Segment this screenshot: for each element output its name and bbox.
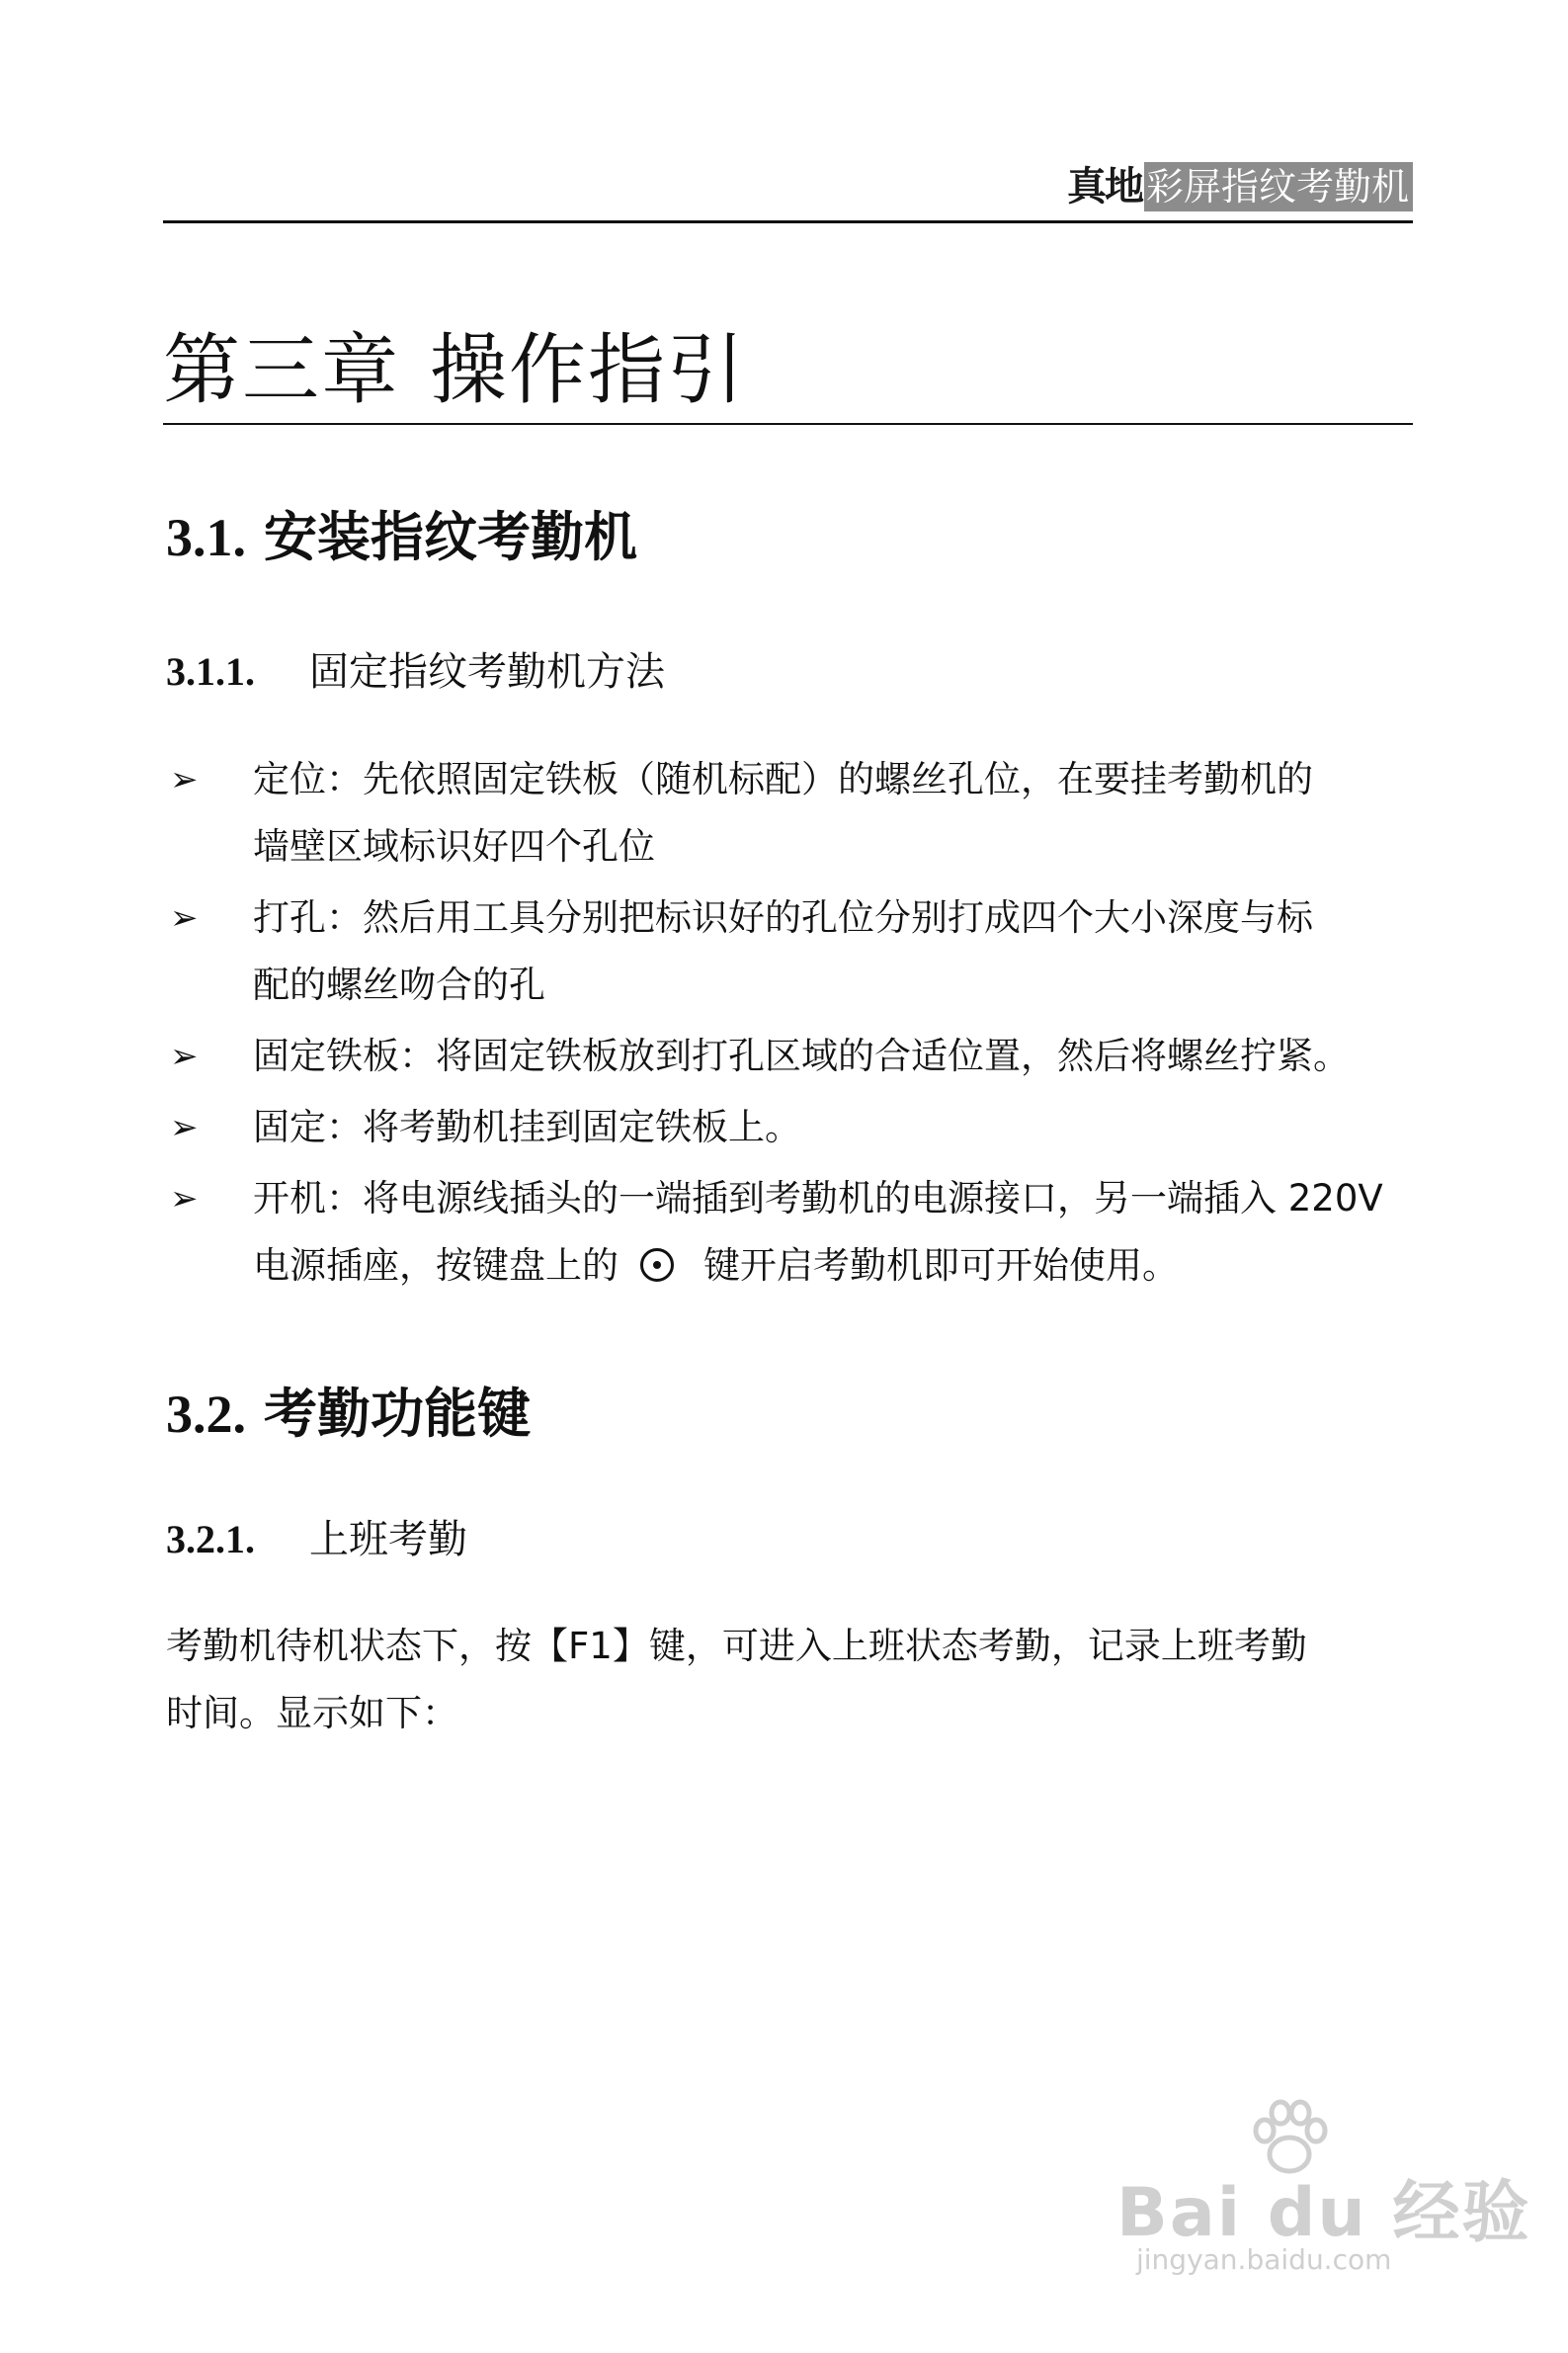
- list-item-text: 电源插座，按键盘上的: [253, 1244, 619, 1287]
- list-item: [166, 1023, 1413, 1090]
- subsection-number: 3.1.1.: [166, 649, 255, 694]
- subsection-number: 3.2.1.: [166, 1517, 255, 1561]
- paragraph-line: 时间。显示如下：: [166, 1692, 458, 1734]
- section-title: 安装指纹考勤机: [264, 506, 637, 568]
- list-item-line: 墙壁区域标识好四个孔位: [253, 825, 655, 868]
- list-item-text: 键开启考勤机即可开始使用。: [703, 1244, 1179, 1287]
- bullet-arrow-icon: ➢: [170, 760, 199, 799]
- list-item-line: 固定铁板：将固定铁板放到打孔区域的合适位置，然后将螺丝拧紧。: [253, 1035, 1350, 1077]
- paragraph-line: 考勤机待机状态下，按【F1】键，可进入上班状态考勤，记录上班考勤: [166, 1625, 1307, 1667]
- installation-steps-list: [166, 746, 1413, 1303]
- section-heading-3-1: [166, 502, 637, 572]
- bullet-arrow-icon: ➢: [170, 898, 199, 938]
- bullet-arrow-icon: ➢: [170, 1179, 199, 1219]
- section-heading-3-2: [166, 1379, 531, 1449]
- chapter-heading: [163, 326, 1413, 425]
- header-product-title: 彩屏指纹考勤机: [1144, 162, 1413, 211]
- baidu-jingyan-watermark: [1097, 2095, 1531, 2293]
- chapter-name: 操作指引: [430, 326, 747, 415]
- running-header: [163, 148, 1413, 223]
- list-item-line: 配的螺丝吻合的孔: [253, 964, 545, 1006]
- list-item: [166, 884, 1413, 1019]
- chapter-number: 第三章: [163, 326, 401, 415]
- subsection-title: 上班考勤: [309, 1517, 467, 1562]
- list-item: [166, 1165, 1413, 1300]
- bullet-arrow-icon: ➢: [170, 1108, 199, 1147]
- list-item-line: 定位：先依照固定铁板（随机标配）的螺丝孔位，在要挂考勤机的: [253, 758, 1313, 800]
- watermark-url: jingyan.baidu.com: [1136, 2243, 1392, 2276]
- list-item-line: 开机：将电源线插头的一端插到考勤机的电源接口，另一端插入 220V: [253, 1177, 1383, 1219]
- body-paragraph: [166, 1613, 1413, 1747]
- power-button-icon: [640, 1248, 674, 1282]
- chapter-title: [163, 326, 1413, 415]
- list-item: [166, 1094, 1413, 1161]
- list-item-line: [253, 1232, 1413, 1300]
- chapter-rule: [163, 423, 1413, 425]
- header-brand: [1067, 162, 1413, 211]
- subsection-heading-3-2-1: [166, 1512, 467, 1567]
- brand-logo: 真地: [1066, 164, 1142, 210]
- watermark-logo-text: Bai du 经验: [1116, 2174, 1531, 2252]
- section-number: 3.1.: [166, 508, 246, 567]
- subsection-title: 固定指纹考勤机方法: [309, 649, 665, 695]
- section-title: 考勤功能键: [264, 1383, 531, 1445]
- list-item-line: 打孔：然后用工具分别把标识好的孔位分别打成四个大小深度与标: [253, 896, 1313, 939]
- list-item: [166, 746, 1413, 881]
- section-number: 3.2.: [166, 1385, 246, 1444]
- subsection-heading-3-1-1: [166, 644, 665, 700]
- list-item-line: 固定：将考勤机挂到固定铁板上。: [253, 1106, 801, 1148]
- header-rule: [163, 220, 1413, 223]
- bullet-arrow-icon: ➢: [170, 1037, 199, 1076]
